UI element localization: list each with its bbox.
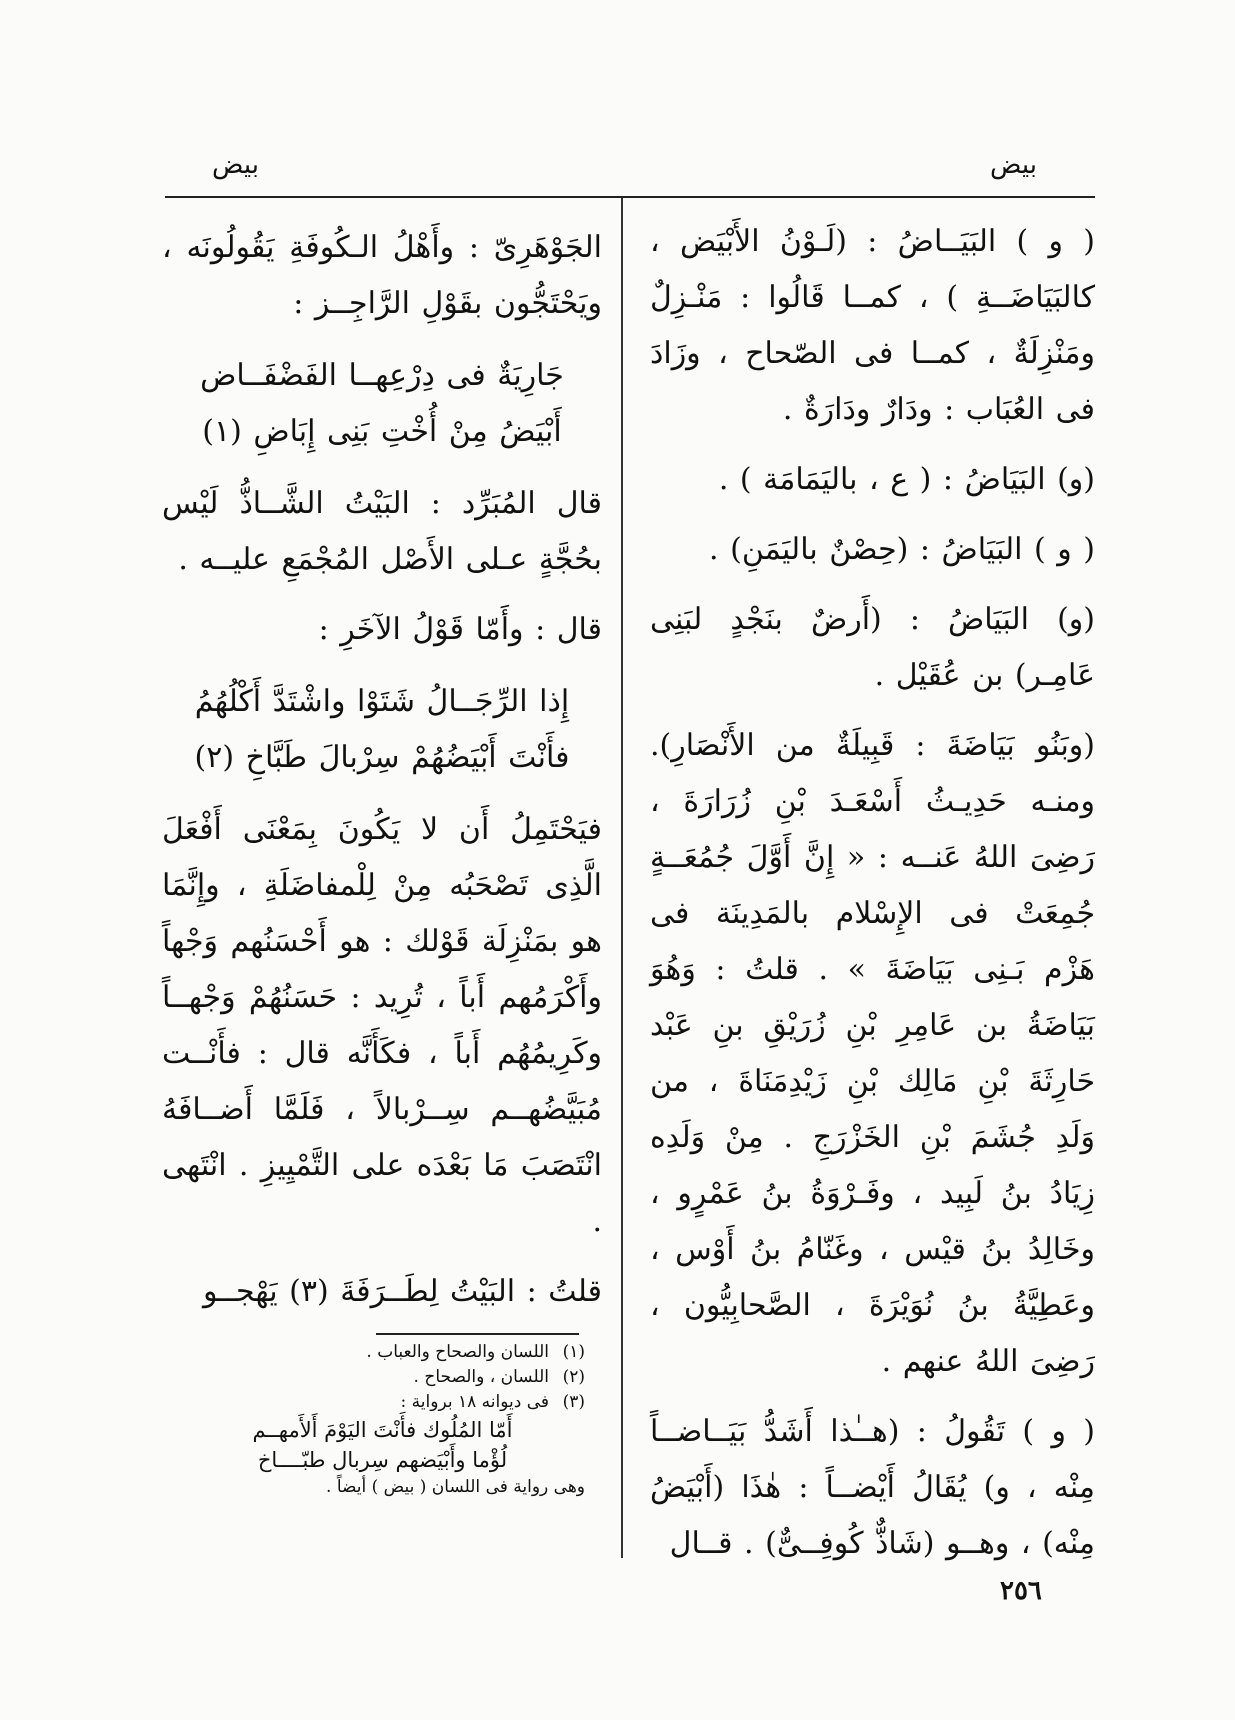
column-divider xyxy=(621,198,623,1558)
entry-bayad-color: ( و ) البَيَــاضُ : (لَـوْنُ الأَبْيَض ، كالبَيَاضَــةِ ) ، كمــا قَالُوا : مَنْـزِلٌ ومَنْزِلَةٌ ، كمــا فى الصّحاح ، وزَادَ فى العُبَاب : ودَارٌ ودَارَةٌ . xyxy=(650,224,1095,427)
entry-ashadd-bayadan: ( و ) تَقُولُ : (هــٰذا أَشَدُّ بَيَــاضــاً مِنْه ، و) يُقَالُ أَيْضــاً : هٰذَا (أَبْيَضُ مِنْه) ، وهــو (شَاذٌّ كُوفِــىٌّ) . قــال xyxy=(650,1414,1095,1561)
verse-line: جَارِيَةٌ فى دِرْعِهــا الفَضْفَــاض xyxy=(200,358,564,393)
verse-raajiz xyxy=(162,348,602,460)
footnote-rule xyxy=(376,1333,579,1335)
left-column xyxy=(162,220,602,1320)
entry-bayad-najd: (و) البَيَاضُ : (أَرضٌ بنَجْدٍ لبَنِى عَامِـر) بن عُقَيْل . xyxy=(650,602,1095,693)
verse-akhar xyxy=(162,674,602,786)
paragraph-explanation: فيَحْتَمِلُ أَن لا يَكُونَ بِمَعْنَى أَفْعَلَ الَّذِى تَصْحَبُه مِنْ لِلْمفاضَلَةِ ، وإِنَّمَا هو بمَنْزِلَة قَوْلك : هو أَحْسَنُهم وَجْهاً وأَكْرَمُهم أَباً ، تُرِيد : حَسَنُهُمْ وَجْهــاً وكَرِيمُهُم أَباً ، فكَأَنَّه قال : فأَنْــت مُبَيَّضُهــم سِــرْبالاً ، فَلَمَّا أَضــافَهُ انْتَصَبَ مَا بَعْدَه على التَّمْيِيزِ . انْتَهى . xyxy=(162,812,602,1239)
footnote-item: (٣)فى ديوانه ١٨ برواية : xyxy=(400,1392,585,1412)
page-number: ٢٥٦ xyxy=(1000,1576,1042,1606)
right-column xyxy=(650,214,1095,1572)
verse-line: أَمّا المُلُوك فأَنْتَ اليَوْمَ أَلأَمهــم xyxy=(252,1418,513,1442)
header-keyword-right: بيض xyxy=(990,150,1037,180)
verse-line: أَبْيَضُ مِنْ أُخْتِ بَنِى إِبَاضِ (١) xyxy=(202,414,562,449)
footnotes xyxy=(180,1340,585,1500)
entry-banu-bayada: (وبَنُو بَيَاضَةَ : قَبِيلَةٌ من الأَنْصَارِ). ومنـه حَدِيـثُ أَسْعَـدَ بْنِ زُرَارَةَ ، رَضِىَ اللهُ عَنــه : « إِنَّ أَوَّلَ جُمُعَــةٍ جُمِعَتْ فى الإِسْلام بالمَدِينَة فى هَزْم بَـنِى بَيَاضَةَ » . قلتُ : وَهُوَ بَيَاضَةُ بن عَامِرِ بْنِ زُرَيْقِ بنِ عَبْد حَارِثَةَ بْنِ مَالِك بْنِ زَيْدِمَنَاةَ ، من وَلَدِ جُشَمَ بْنِ الخَزْرَجِ . مِنْ وَلَدِه زِيَادُ بنُ لَبِيد ، وفَـرْوَةُ بنُ عَمْرٍو ، وخَالِدُ بنُ قيْس ، وغَنّامُ بنُ أَوْس ، وعَطِيَّةُ بنُ نُوَيْرَةَ ، الصَّحابِيُّون ، رَضِىَ اللهُ عنهم . xyxy=(650,728,1095,1379)
verse-line: فأَنْتَ أَبْيَضُهُمْ سِرْبالَ طَبَّاخِ (٢) xyxy=(194,740,570,775)
paragraph-tarafa: قلتُ : البَيْتُ لِطَــرَفَةَ (٣) يَهْجــو xyxy=(202,1274,602,1309)
footnote-note: وهى رواية فى اللسان ( بيض ) أيضاً . xyxy=(326,1477,585,1497)
entry-bayad-fort: ( و ) البَيَاضُ : (حِصْنٌ باليَمَنِ) . xyxy=(709,532,1095,567)
header-rule xyxy=(165,196,1095,198)
paragraph-mubarrad: قال المُبَرِّد : البَيْتُ الشَّــاذُّ لَيْس بحُجَّةٍ عـلى الأَصْل المُجْمَعِ عليــه . xyxy=(162,486,602,577)
paragraph-jawhari: الجَوْهَرِىّ : وأَهْلُ الـكُوفَةِ يَقُولُونَه ، ويَحْتَجُّون بقَوْلِ الرَّاجِــز : xyxy=(162,230,602,321)
footnote-item: (١)اللسان والصحاح والعباب . xyxy=(366,1342,585,1362)
entry-bayad-yamama: (و) البَيَاضُ : ( ع ، باليَمَامَة ) . xyxy=(718,462,1095,497)
footnote-verse xyxy=(180,1415,585,1475)
verse-line: لُؤْما وأَبْيَضهم سِربال طبّــــاخ xyxy=(257,1448,508,1472)
paragraph-qaul-akhar: قال : وأَمّا قَوْلُ الآخَرِ : xyxy=(318,612,602,647)
header-keyword-left: بيض xyxy=(212,150,259,180)
footnote-item: (٢)اللسان ، والصحاح . xyxy=(413,1367,585,1387)
verse-line: إِذا الرِّجَــالُ شَتَوْا واشْتَدَّ أَكْلُهُمُ xyxy=(194,684,570,719)
